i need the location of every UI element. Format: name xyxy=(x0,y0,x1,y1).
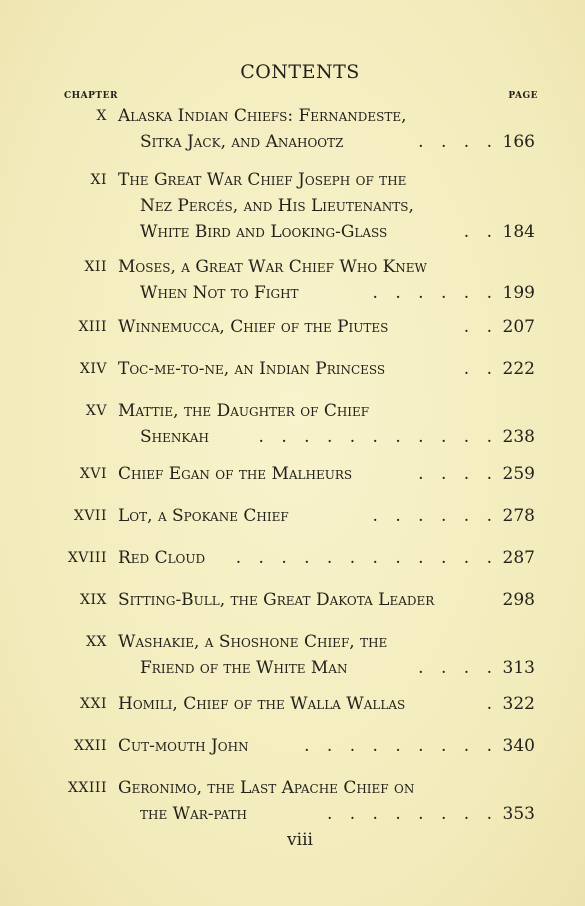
toc-entry xyxy=(0,629,585,681)
chapter-number: XIII xyxy=(78,319,107,335)
chapter-title: Friend of the White Man xyxy=(140,658,348,678)
folio: viii xyxy=(287,830,313,850)
leader-dots: . . xyxy=(463,222,498,242)
toc-line xyxy=(0,733,585,759)
toc-entry xyxy=(0,314,585,340)
chapter-title: The Great War Chief Joseph of the xyxy=(118,170,407,190)
chapter-title: Lot, a Spokane Chief xyxy=(118,506,289,526)
chapter-number: XI xyxy=(90,172,107,188)
toc-line xyxy=(0,503,585,529)
leader-dots: . . . . . . . . xyxy=(326,804,498,824)
page-number: 222 xyxy=(502,359,535,379)
chapter-title: Washakie, a Shoshone Chief, the xyxy=(118,632,388,652)
chapter-title: Homili, Chief of the Walla Wallas xyxy=(118,694,406,714)
page-number: 287 xyxy=(502,548,535,568)
chapter-title: Toc-me-to-ne, an Indian Princess xyxy=(118,359,386,379)
page-number: 313 xyxy=(502,658,535,678)
toc-entry xyxy=(0,356,585,382)
page-number: 259 xyxy=(502,464,535,484)
leader-dots: . . . . xyxy=(418,132,498,152)
toc-entry xyxy=(0,461,585,487)
chapter-number: XVI xyxy=(79,466,107,482)
page-number: 184 xyxy=(502,222,535,242)
toc-line xyxy=(0,314,585,340)
page-number: 238 xyxy=(502,427,535,447)
chapter-number: X xyxy=(96,108,107,124)
chapter-title: Alaska Indian Chiefs: Fernandeste, xyxy=(118,106,407,126)
chapter-title: Nez Percés, and His Lieutenants, xyxy=(140,196,414,216)
toc-line xyxy=(0,775,585,801)
toc-line xyxy=(0,691,585,717)
chapter-number: XV xyxy=(85,403,107,419)
leader-dots: . . . . . . . . . . . xyxy=(258,427,498,447)
chapter-column-header: CHAPTER xyxy=(64,91,118,101)
chapter-number: XIX xyxy=(80,592,107,608)
toc-entry xyxy=(0,254,585,306)
page-number: 340 xyxy=(502,736,535,756)
chapter-number: XX xyxy=(86,634,107,650)
toc-line xyxy=(0,219,585,245)
toc-line xyxy=(0,801,585,827)
toc-entry xyxy=(0,167,585,245)
page-number: 207 xyxy=(502,317,535,337)
page-title: CONTENTS xyxy=(240,61,360,83)
toc-line xyxy=(0,254,585,280)
toc-line xyxy=(0,193,585,219)
leader-dots: . . . . . . xyxy=(372,283,498,303)
page-number: 298 xyxy=(502,590,535,610)
chapter-title: Sitka Jack, and Anahootz xyxy=(140,132,344,152)
chapter-title: Shenkah xyxy=(140,427,209,447)
chapter-title: When Not to Fight xyxy=(140,283,299,303)
chapter-title: Red Cloud xyxy=(118,548,206,568)
chapter-title: Chief Egan of the Malheurs xyxy=(118,464,353,484)
chapter-number: XVII xyxy=(73,508,107,524)
toc-entry xyxy=(0,103,585,155)
page-number: 278 xyxy=(502,506,535,526)
leader-dots: . . xyxy=(463,317,498,337)
toc-entry xyxy=(0,691,585,717)
toc-line xyxy=(0,629,585,655)
toc-entry xyxy=(0,733,585,759)
toc-entry xyxy=(0,398,585,450)
chapter-title: Mattie, the Daughter of Chief xyxy=(118,401,370,421)
leader-dots: . . xyxy=(463,359,498,379)
chapter-number: XXIII xyxy=(67,780,107,796)
chapter-number: XXII xyxy=(74,738,107,754)
toc-line xyxy=(0,280,585,306)
chapter-title: Geronimo, the Last Apache Chief on xyxy=(118,778,415,798)
toc-line xyxy=(0,655,585,681)
leader-dots: . . . . . . xyxy=(372,506,498,526)
toc-line xyxy=(0,167,585,193)
page-number: 322 xyxy=(502,694,535,714)
page-number: 353 xyxy=(502,804,535,824)
leader-dots: . . . . . . . . . xyxy=(304,736,498,756)
leader-dots: . . . . . . . . . . . . xyxy=(235,548,498,568)
chapter-title: Winnemucca, Chief of the Piutes xyxy=(118,317,389,337)
chapter-title: Moses, a Great War Chief Who Knew xyxy=(118,257,427,277)
toc-line xyxy=(0,587,585,613)
chapter-number: XIV xyxy=(79,361,107,377)
leader-dots: . . . . xyxy=(418,464,498,484)
page-number: 166 xyxy=(502,132,535,152)
leader-dots: . . . . xyxy=(418,658,498,678)
toc-entry xyxy=(0,587,585,613)
chapter-number: XII xyxy=(84,259,107,275)
toc-line xyxy=(0,398,585,424)
page-column-header: PAGE xyxy=(508,91,538,101)
toc-entry xyxy=(0,503,585,529)
toc-entry xyxy=(0,545,585,571)
toc-line xyxy=(0,545,585,571)
toc-line xyxy=(0,424,585,450)
toc-line xyxy=(0,356,585,382)
toc-entry xyxy=(0,775,585,827)
toc-line xyxy=(0,103,585,129)
chapter-title: the War-path xyxy=(140,804,248,824)
chapter-title: White Bird and Looking-Glass xyxy=(140,222,388,242)
leader-dots: . xyxy=(486,694,498,714)
chapter-title: Cut-mouth John xyxy=(118,736,249,756)
toc-line xyxy=(0,129,585,155)
page-number: 199 xyxy=(502,283,535,303)
chapter-number: XXI xyxy=(80,696,107,712)
chapter-title: Sitting-Bull, the Great Dakota Leader xyxy=(118,590,435,610)
chapter-number: XVIII xyxy=(67,550,107,566)
toc-line xyxy=(0,461,585,487)
